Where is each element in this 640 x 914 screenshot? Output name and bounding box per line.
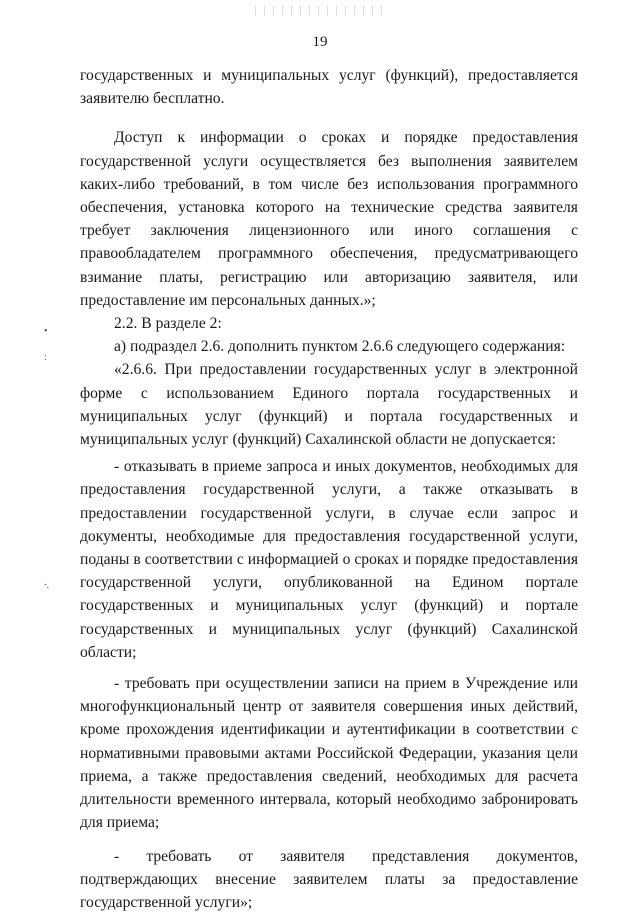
paragraph: - требовать при осуществлении записи на прием в Учреждение или многофункциональный центр от заявителя совершения иных действий, кроме прохождения идентификации и аутентификации в соответствии с нормативными правовыми актами Российской Федерации, указания цели приема, а также предоставления сведений, необходимых для расчета длительности временного интервала, который необходимо забронировать для приема; (80, 672, 578, 834)
document-body (80, 64, 578, 914)
page-number: 19 (0, 34, 640, 51)
paragraph: 2.2. В разделе 2: (80, 312, 578, 335)
paragraph: а) подраздел 2.6. дополнить пунктом 2.6.6 следующего содержания: (80, 335, 578, 358)
paragraph: - отказывать в приеме запроса и иных документов, необходимых для предоставления государственной услуги, а также отказывать в предоставлении государственной услуги, в случае если запрос и документы, необходимые для предоставления государственной услуги, поданы в соответствии с информацией о сроках и порядке предоставления государственной услуги, опубликованной на Едином портале государственных и муниципальных услуг (функций) и портале государственных и муниципальных услуг (функций) Сахалинской области; (80, 455, 578, 664)
margin-mark: ⸱. (44, 577, 49, 591)
margin-mark: : (44, 352, 47, 363)
paragraph: - требовать от заявителя представления документов, подтверждающих внесение заявителем платы за предоставление государственной услуги»; (80, 845, 578, 914)
paragraph: «2.6.6. При предоставлении государственных услуг в электронной форме с использованием Единого портала государственных и муниципальных услуг (функций) и портала государственных и муниципальных услуг (функций) Сахалинской области не допускается: (80, 358, 578, 451)
scan-artifact (255, 6, 385, 16)
margin-mark: • (44, 326, 48, 337)
paragraph: Доступ к информации о сроках и порядке предоставления государственной услуги осуществляется без выполнения заявителем каких-либо требований, в том числе без использования программного обеспечения, установка которого на технические средства заявителя требует заключения лицензионного или иного соглашения с правообладателем программного обеспечения, предусматривающего взимание платы, регистрацию или авторизацию заявителя, или предоставление им персональных данных.»; (80, 126, 578, 312)
paragraph: государственных и муниципальных услуг (функций), предоставляется заявителю бесплатно. (80, 64, 578, 110)
